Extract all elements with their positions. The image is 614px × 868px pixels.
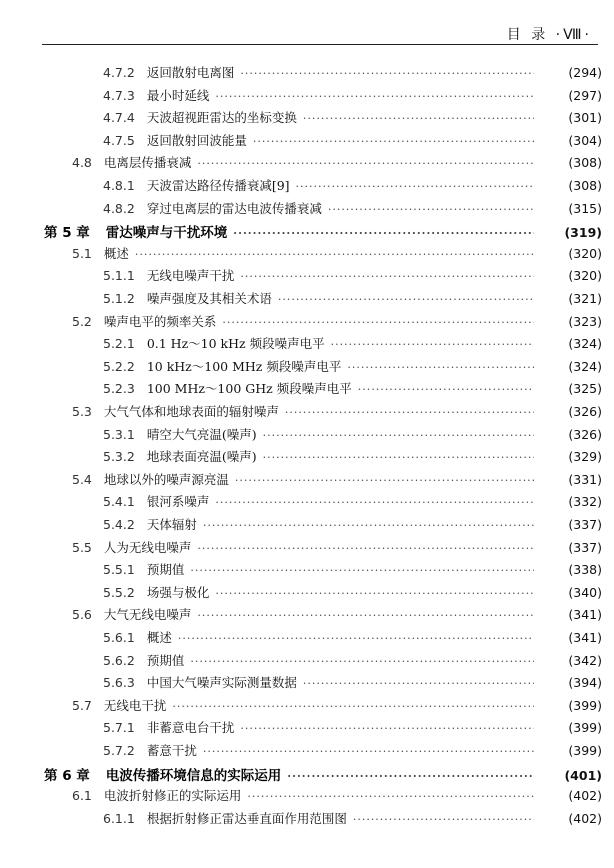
entry-title: 地球以外的噪声源亮温 (103, 471, 229, 487)
entry-number: 4.8.1 (103, 178, 135, 193)
entry-title: 银河系噪声 (146, 494, 210, 510)
toc-subsection-entry[interactable] (0, 651, 614, 671)
toc-section-entry[interactable] (0, 696, 614, 716)
entry-number: 第 6 章 (44, 767, 90, 784)
dot-leader (215, 587, 534, 600)
dot-leader (303, 677, 534, 690)
entry-number: 5.7.2 (103, 743, 135, 758)
entry-page-number: (331) (568, 471, 602, 487)
entry-title: 电离层传播衰减 (103, 155, 192, 171)
toc-subsection-entry[interactable] (0, 63, 614, 83)
entry-page-number: (294) (568, 65, 602, 80)
toc-subsection-entry[interactable] (0, 673, 614, 693)
entry-page-number: (340) (568, 584, 602, 600)
entry-number: 6.1 (72, 788, 92, 804)
toc-section-entry[interactable] (0, 538, 614, 558)
toc-subsection-entry[interactable] (0, 718, 614, 738)
entry-number: 5.6.2 (103, 652, 135, 668)
entry-page-number: (326) (568, 404, 602, 419)
dot-leader (240, 722, 534, 735)
entry-title: 天波超视距雷达的坐标变换 (146, 110, 297, 126)
entry-page-number: (338) (568, 562, 602, 578)
toc-section-entry[interactable] (0, 244, 614, 264)
entry-page-number: (337) (568, 517, 602, 532)
header-title: 目 录 ·Ⅷ· (506, 27, 592, 43)
dot-leader (353, 813, 534, 826)
entry-title: 天体辐射 (146, 517, 197, 532)
entry-title: 晴空大气亮温(噪声) (146, 426, 257, 442)
toc-subsection-entry[interactable] (0, 515, 614, 535)
entry-number: 4.7.5 (103, 132, 135, 148)
entry-title: 非蓄意电台干扰 (146, 720, 235, 736)
toc-subsection-entry[interactable] (0, 266, 614, 286)
dot-leader (172, 700, 534, 713)
entry-title: 地球表面亮温(噪声) (146, 449, 257, 465)
entry-page-number: (308) (568, 178, 602, 193)
dot-leader (287, 770, 534, 783)
entry-number: 5.6.1 (103, 630, 135, 645)
entry-title: 返回散射电离图 (146, 65, 235, 80)
toc-section-entry[interactable] (0, 153, 614, 173)
dot-leader (240, 270, 534, 283)
entry-number: 5.4.1 (103, 494, 135, 510)
entry-number: 5.1.2 (103, 291, 135, 306)
entry-number: 5.5.1 (103, 562, 135, 578)
entry-title: 预期值 (146, 652, 185, 668)
entry-page-number: (337) (568, 539, 602, 555)
entry-title: 雷达噪声与干扰环境 (105, 225, 228, 242)
toc-chapter-entry[interactable] (0, 764, 614, 784)
entry-title: 根据折射修正雷达垂直面作用范围图 (146, 810, 347, 826)
dot-leader (358, 383, 534, 396)
entry-title: 噪声电平的频率关系 (103, 313, 217, 329)
dot-leader (263, 429, 534, 442)
dot-leader (197, 609, 534, 622)
dot-leader (197, 157, 534, 170)
dot-leader (328, 203, 534, 216)
toc-subsection-entry[interactable] (0, 86, 614, 106)
dot-leader (263, 451, 534, 464)
entry-page-number: (315) (568, 200, 602, 216)
dot-leader (178, 632, 534, 645)
toc-subsection-entry[interactable] (0, 199, 614, 219)
entry-title: 返回散射回波能量 (146, 132, 247, 148)
dot-leader (190, 655, 534, 668)
entry-page-number: (341) (568, 630, 602, 645)
dot-leader (253, 135, 534, 148)
entry-number: 5.5.2 (103, 584, 135, 600)
dot-leader (135, 248, 534, 261)
dot-leader (215, 496, 534, 509)
dot-leader (222, 316, 534, 329)
entry-title: 0.1 Hz～10 kHz 频段噪声电平 (146, 336, 325, 352)
toc-subsection-entry[interactable] (0, 357, 614, 377)
entry-number: 5.7 (72, 697, 92, 713)
toc-subsection-entry[interactable] (0, 492, 614, 512)
toc-subsection-entry[interactable] (0, 176, 614, 196)
toc-section-entry[interactable] (0, 402, 614, 422)
dot-leader (347, 361, 534, 374)
entry-number: 5.1.1 (103, 268, 135, 284)
entry-title: 人为无线电噪声 (103, 539, 192, 555)
dot-leader (296, 180, 534, 193)
entry-page-number: (326) (568, 426, 602, 442)
entry-page-number: (332) (568, 494, 602, 510)
toc-subsection-entry[interactable] (0, 425, 614, 445)
entry-number: 6.1.1 (103, 810, 135, 826)
entry-page-number: (341) (568, 607, 602, 623)
dot-leader (203, 519, 534, 532)
page-header (0, 20, 614, 44)
dot-leader (285, 406, 534, 419)
entry-page-number: (319) (564, 225, 602, 241)
entry-title: 最小时延线 (146, 87, 210, 103)
entry-title: 大气气体和地球表面的辐射噪声 (103, 404, 279, 419)
dot-leader (240, 67, 534, 80)
entry-title: 穿过电离层的雷达电波传播衰减 (146, 200, 322, 216)
entry-page-number: (342) (568, 652, 602, 668)
toc-subsection-entry[interactable] (0, 447, 614, 467)
entry-page-number: (402) (568, 788, 602, 804)
entry-number: 4.8 (72, 155, 92, 171)
entry-page-number: (320) (568, 245, 602, 261)
entry-title: 预期值 (146, 562, 185, 578)
entry-number: 4.7.2 (103, 65, 135, 80)
dot-leader (197, 542, 534, 555)
entry-title: 无线电噪声干扰 (146, 268, 235, 284)
entry-page-number: (297) (568, 87, 602, 103)
entry-page-number: (308) (568, 155, 602, 171)
dot-leader (215, 90, 534, 103)
dot-leader (247, 790, 534, 803)
entry-page-number: (401) (564, 767, 602, 783)
entry-title: 天波雷达路径传播衰减[9] (146, 178, 290, 193)
entry-page-number: (399) (568, 697, 602, 713)
entry-title: 蓄意干扰 (146, 743, 197, 758)
toc-subsection-entry[interactable] (0, 108, 614, 128)
entry-page-number: (324) (568, 358, 602, 374)
entry-title: 电波传播环境信息的实际运用 (105, 767, 282, 784)
toc-subsection-entry[interactable] (0, 741, 614, 761)
dot-leader (303, 112, 534, 125)
entry-number: 5.2.3 (103, 381, 135, 397)
entry-page-number: (399) (568, 720, 602, 736)
entry-title: 场强与极化 (146, 584, 210, 600)
entry-title: 电波折射修正的实际运用 (103, 788, 242, 804)
entry-number: 4.8.2 (103, 200, 135, 216)
entry-number: 5.7.1 (103, 720, 135, 736)
entry-title: 100 MHz～100 GHz 频段噪声电平 (146, 381, 352, 397)
toc-section-entry[interactable] (0, 470, 614, 490)
entry-number: 5.4.2 (103, 517, 135, 532)
entry-number: 4.7.3 (103, 87, 135, 103)
dot-leader (190, 564, 534, 577)
entry-number: 5.2.1 (103, 336, 135, 352)
entry-number: 5.2.2 (103, 358, 135, 374)
toc-chapter-entry[interactable] (0, 221, 614, 241)
toc-subsection-entry[interactable] (0, 809, 614, 829)
dot-leader (235, 474, 534, 487)
dot-leader (203, 745, 534, 758)
toc-subsection-entry[interactable] (0, 379, 614, 399)
entry-title: 概述 (103, 245, 129, 261)
toc-section-entry[interactable] (0, 786, 614, 806)
entry-number: 5.3.2 (103, 449, 135, 465)
toc-subsection-entry[interactable] (0, 628, 614, 648)
entry-title: 噪声强度及其相关术语 (146, 291, 272, 306)
entry-title: 无线电干扰 (103, 697, 167, 713)
entry-page-number: (402) (568, 810, 602, 826)
entry-page-number: (301) (568, 110, 602, 126)
entry-number: 4.7.4 (103, 110, 135, 126)
entry-page-number: (325) (568, 381, 602, 397)
toc-section-entry[interactable] (0, 605, 614, 625)
entry-page-number: (329) (568, 449, 602, 465)
toc-section-entry[interactable] (0, 312, 614, 332)
entry-page-number: (399) (568, 743, 602, 758)
entry-title: 概述 (146, 630, 172, 645)
entry-title: 中国大气噪声实际测量数据 (146, 675, 297, 691)
entry-number: 5.4 (72, 471, 92, 487)
entry-title: 10 kHz～100 MHz 频段噪声电平 (146, 358, 342, 374)
toc-subsection-entry[interactable] (0, 289, 614, 309)
entry-page-number: (320) (568, 268, 602, 284)
dot-leader (278, 293, 534, 306)
toc-subsection-entry[interactable] (0, 334, 614, 354)
entry-number: 5.2 (72, 313, 92, 329)
entry-page-number: (324) (568, 336, 602, 352)
toc-subsection-entry[interactable] (0, 131, 614, 151)
dot-leader (233, 227, 534, 240)
entry-page-number: (304) (568, 132, 602, 148)
toc-subsection-entry[interactable] (0, 560, 614, 580)
entry-page-number: (323) (568, 313, 602, 329)
entry-title: 大气无线电噪声 (103, 607, 192, 623)
toc-subsection-entry[interactable] (0, 583, 614, 603)
dot-leader (331, 338, 534, 351)
entry-number: 5.6.3 (103, 675, 135, 691)
entry-page-number: (394) (568, 675, 602, 691)
entry-page-number: (321) (568, 291, 602, 306)
header-rule (42, 44, 598, 45)
entry-number: 5.1 (72, 245, 92, 261)
entry-number: 5.3.1 (103, 426, 135, 442)
entry-number: 5.5 (72, 539, 92, 555)
entry-number: 5.3 (72, 404, 92, 419)
entry-number: 第 5 章 (44, 225, 90, 242)
entry-number: 5.6 (72, 607, 92, 623)
